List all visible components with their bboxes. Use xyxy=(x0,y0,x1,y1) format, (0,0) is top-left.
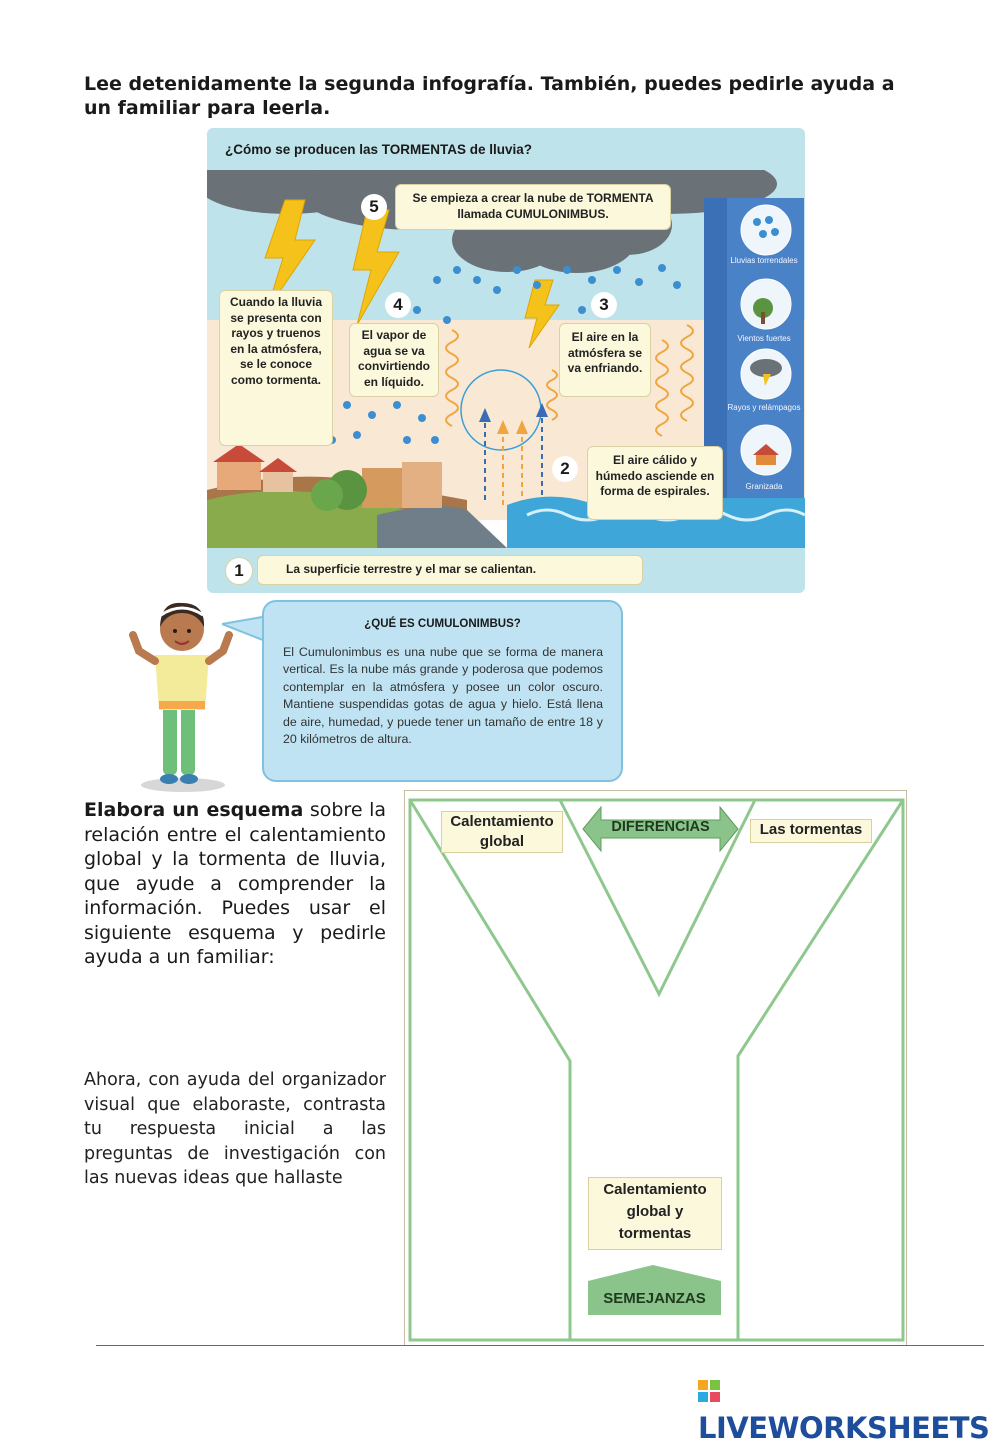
liveworksheets-logo xyxy=(698,1374,1000,1446)
y-chart-organizer xyxy=(404,790,907,1346)
storm-definition-text: Cuando la lluvia se presenta con rayos y truenos en la atmósfera, se le conoce como tormenta. xyxy=(229,295,322,387)
step-5-box xyxy=(395,184,671,230)
differences-label: DIFERENCIAS xyxy=(611,819,710,835)
girl-illustration xyxy=(125,595,235,795)
right-label-tormentas: Las tormentas xyxy=(750,819,872,843)
step-1-number: 1 xyxy=(225,557,253,585)
instruction-title: Lee detenidamente la segunda infografía. También, puedes pedirle ayuda a un familiar para leerla. xyxy=(84,73,895,119)
storm-infographic xyxy=(207,128,805,593)
step-2-number: 2 xyxy=(552,456,578,482)
cumulonimbus-bubble xyxy=(262,600,623,782)
side-label-rayos: Rayos y relámpagos xyxy=(727,403,801,412)
footer-divider xyxy=(96,1345,984,1346)
brand-text: LIVEWORKSHEETS xyxy=(698,1411,990,1445)
infographic-title: ¿Cómo se producen las TORMENTAS de lluvia? xyxy=(225,142,533,157)
task-bold-lead: Elabora un esquema xyxy=(84,799,304,821)
step-4-text: El vapor de agua se va convirtiendo en líquido. xyxy=(357,328,430,389)
step-1-text: La superficie terrestre y el mar se calientan. xyxy=(286,562,537,576)
step-2-box xyxy=(587,446,723,520)
task-paragraph xyxy=(84,798,386,970)
step-5-number: 5 xyxy=(361,194,387,220)
bubble-body: El Cumulonimbus es una nube que se forma de manera vertical. Es la nube más grande y poderosa que podemos contemplar en la atmósfera y posee un color oscuro. Mantiene suspendidas gotas de agua y hielo. Está llena de aire, humedad, y puede tener un tamaño de entre 18 y 20 kilómetros de altura. xyxy=(283,645,603,747)
side-label-lluvias: Lluvias torrendales xyxy=(730,256,798,265)
center-label-both: Calentamiento global y tormentas xyxy=(588,1177,722,1250)
similarities-label: SEMEJANZAS xyxy=(603,1290,706,1307)
followup-paragraph: Ahora, con ayuda del organizador visual que elaboraste, contrasta tu respuesta inicial a las preguntas de investigación con las nuevas ideas que hallaste xyxy=(84,1070,386,1188)
bubble-title: ¿QUÉ ES CUMULONIMBUS? xyxy=(364,618,521,630)
step-4-box xyxy=(349,323,439,397)
left-label-calentamiento: Calentamiento global xyxy=(441,811,563,853)
side-label-granizada: Granizada xyxy=(745,482,783,491)
step-5-text: Se empieza a crear la nube de TORMENTA llamada CUMULONIMBUS. xyxy=(412,191,654,221)
y-chart-outline xyxy=(405,791,905,1344)
step-3-box xyxy=(559,323,651,397)
step-1-box xyxy=(257,555,643,585)
side-label-vientos: Vientos fuertes xyxy=(737,334,791,343)
storm-definition-box xyxy=(219,290,333,446)
step-4-number: 4 xyxy=(385,292,411,318)
step-2-text: El aire cálido y húmedo asciende en forma de espirales. xyxy=(595,453,715,498)
step-3-text: El aire en la atmósfera se va enfriando. xyxy=(567,330,643,375)
liveworksheets-icon xyxy=(698,1380,720,1402)
step-3-number: 3 xyxy=(591,292,617,318)
task-text: sobre la relación entre el calentamiento global y la tormenta de lluvia, que ayude a comprender la información. Puedes usar el siguiente esquema y pedirle ayuda a un familiar: xyxy=(84,799,386,968)
